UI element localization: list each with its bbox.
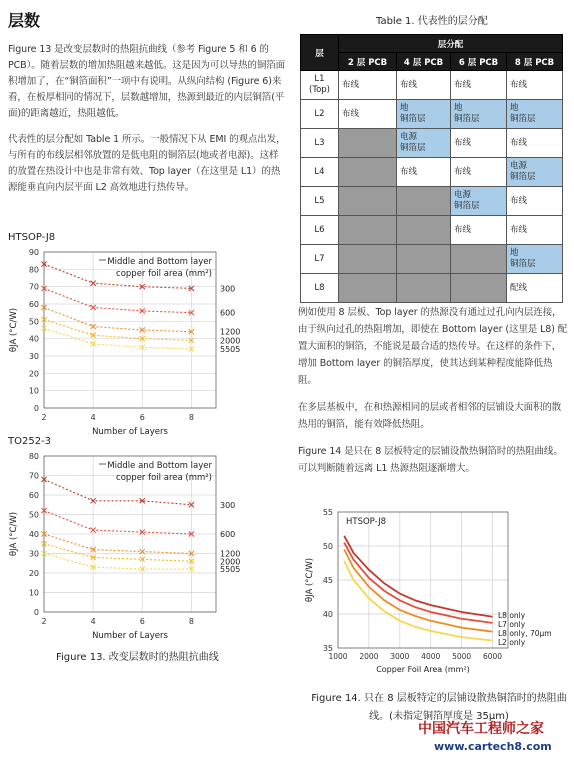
series-label-2000: 2000 xyxy=(220,557,241,567)
series-label-5505: 5505 xyxy=(220,345,241,355)
y-axis-label: θJA (°C/W) xyxy=(305,557,315,603)
x-tick-label: 2 xyxy=(41,413,47,422)
table-cell: 布线 xyxy=(507,187,563,216)
table-cell: 地 铜箔层 xyxy=(507,245,563,274)
y-tick-label: 40 xyxy=(28,334,39,344)
table-cell: 地 铜箔层 xyxy=(397,100,451,129)
series-line-5505 xyxy=(44,554,191,570)
table-col-header-1: 2 层 PCB xyxy=(339,53,397,71)
table-row xyxy=(301,216,563,245)
y-tick-label: 0 xyxy=(33,404,39,413)
table-cell xyxy=(451,274,507,303)
x-axis-label: Number of Layers xyxy=(92,631,168,640)
intro-paragraph-2: 代表性的层分配如 Table 1 所示。一般情况下从 EMI 的观点出发，与所有的布线层相邻放置的是低电阻的铜箔层(地或者电源)。这样的放置在热设计中也是非常有效、Top layer（在这里是 L1）的热源能垂直向内层平面 L2 高效地进行热传导。 xyxy=(8,134,286,193)
y-tick-label: 30 xyxy=(28,352,39,361)
layer-assignment-table xyxy=(300,34,563,303)
legend-title-line1: Middle and Bottom layer xyxy=(107,257,212,267)
table-layer-name: L1 (Top) xyxy=(301,71,339,100)
table-cell: 地 铜箔层 xyxy=(507,100,563,129)
series-label-1200: 1200 xyxy=(220,327,241,337)
x-tick-label: 1000 xyxy=(328,652,348,661)
y-axis-label: θJA (°C/W) xyxy=(9,511,19,557)
series-line-1200 xyxy=(44,307,191,331)
table-cell: 布线 xyxy=(397,71,451,100)
fig13-htsop-chart xyxy=(4,244,280,436)
table-cell: 布线 xyxy=(451,129,507,158)
table-layer-name: L3 xyxy=(301,129,339,158)
table-cell xyxy=(397,187,451,216)
y-tick-label: 35 xyxy=(322,644,333,653)
x-tick-label: 2000 xyxy=(359,652,379,661)
series-line-300 xyxy=(44,479,191,504)
table-header-layer: 层 xyxy=(301,35,339,71)
table-cell: 地 铜箔层 xyxy=(451,100,507,129)
x-tick-label: 6000 xyxy=(482,652,503,661)
series-label-3: L2 only xyxy=(498,638,526,647)
table-cell: 布线 xyxy=(507,71,563,100)
watermark-url: www.cartech8.com xyxy=(434,740,552,753)
table-cell: 布线 xyxy=(339,100,397,129)
x-tick-label: 2 xyxy=(41,617,47,626)
y-tick-label: 40 xyxy=(322,610,333,619)
series-line-600 xyxy=(44,288,191,312)
y-tick-label: 10 xyxy=(28,386,39,396)
y-tick-label: 70 xyxy=(28,471,39,481)
intro-paragraph-1: Figure 13 是改变层数时的热阻抗曲线（参考 Figure 5 和 6 的 PCB）。随着层数的增加热阻越来越低。这是因为可以导热的铜箔面积增加了，在“铜箔面积”一项中有说明。从纵向结构 (Figure 6)来看，在板厚相同的情况下，层数越增加，热源到最近的内层铜箔(平面)的距离越近，热阻越低。 xyxy=(8,44,286,119)
table-cell: 电源 铜箔层 xyxy=(451,187,507,216)
table-header-group: 层分配 xyxy=(339,35,563,53)
series-label-1200: 1200 xyxy=(220,549,241,559)
table-layer-name: L7 xyxy=(301,245,339,274)
x-tick-label: 3000 xyxy=(390,652,410,661)
table-cell xyxy=(451,245,507,274)
y-tick-label: 70 xyxy=(28,282,39,292)
table-row xyxy=(301,187,563,216)
y-tick-label: 20 xyxy=(28,569,39,578)
x-tick-label: 4000 xyxy=(421,652,441,661)
chart-title: HTSOP-J8 xyxy=(346,517,387,527)
y-tick-label: 50 xyxy=(28,510,39,520)
table-cell xyxy=(397,216,451,245)
table-row xyxy=(301,245,563,274)
right-paragraph-1: 例如使用 8 层板、Top layer 的热源没有通过过孔向内层连接，由于纵向过孔的热阻增加，即使在 Bottom layer (这里是 L8) 配置大面积的铜箔，不能说是最合适的热传导。在这样的条件下，增加 Bottom layer 的铜箔厚度，使其达到某种程度能降低热阻。 xyxy=(298,307,568,386)
series-label-0: L8 only xyxy=(498,611,526,620)
table-cell xyxy=(397,274,451,303)
series-label-600: 600 xyxy=(220,308,236,318)
y-tick-label: 55 xyxy=(322,508,333,517)
table-layer-name: L8 xyxy=(301,274,339,303)
x-axis-label: Copper Foil Area (mm²) xyxy=(376,665,470,674)
fig13-chart1-title: HTSOP-J8 xyxy=(8,232,56,243)
table-cell: 布线 xyxy=(451,216,507,245)
y-tick-label: 40 xyxy=(28,530,39,539)
x-tick-label: 8 xyxy=(188,413,194,422)
table-row xyxy=(301,274,563,303)
table-cell: 电源 铜箔层 xyxy=(397,129,451,158)
right-paragraph-2: 在多层基板中，在和热源相同的层或者相邻的层铺设大面积的散热用的铜箔，能有效降低热阻。 xyxy=(298,402,562,430)
y-axis-label: θJA (°C/W) xyxy=(9,307,19,353)
y-tick-label: 80 xyxy=(28,452,39,461)
fig13-caption: Figure 13. 改变层数时的热阻抗曲线 xyxy=(56,652,219,663)
right-paragraph-3: Figure 14 是只在 8 层板特定的层铺设散热铜箔时的热阻曲线。可以判断随着远离 L1 热源热阻逐渐增大。 xyxy=(298,446,563,474)
intro-text xyxy=(8,42,286,196)
series-label-2000: 2000 xyxy=(220,336,241,346)
table-cell xyxy=(339,158,397,187)
series-line-2000 xyxy=(44,320,191,341)
y-tick-label: 60 xyxy=(28,300,39,309)
table-layer-name: L5 xyxy=(301,187,339,216)
series-line-1200 xyxy=(44,534,191,554)
table-row xyxy=(301,100,563,129)
fig13-chart2-title: TO252-3 xyxy=(8,436,52,447)
table-cell: 电源 铜箔层 xyxy=(507,158,563,187)
section-heading: 层数 xyxy=(8,11,41,30)
table-cell xyxy=(397,245,451,274)
fig13-to252-chart xyxy=(4,448,280,640)
legend-title-line2: copper foil area (mm²) xyxy=(116,269,212,279)
series-label-300: 300 xyxy=(220,284,236,294)
y-tick-label: 20 xyxy=(28,369,39,379)
table-cell xyxy=(339,274,397,303)
table-cell xyxy=(339,129,397,158)
table-cell: 配线 xyxy=(507,274,563,303)
fig14-chart xyxy=(300,502,570,682)
table-cell: 布线 xyxy=(507,129,563,158)
series-label-600: 600 xyxy=(220,530,236,539)
layer-table-wrap xyxy=(300,34,563,303)
legend-title-line2: copper foil area (mm²) xyxy=(116,473,212,483)
legend-title-line1: Middle and Bottom layer xyxy=(107,461,212,471)
table-col-header-3: 6 层 PCB xyxy=(451,53,507,71)
table-cell: 布线 xyxy=(339,71,397,100)
x-tick-label: 6 xyxy=(139,617,145,626)
x-tick-label: 5000 xyxy=(452,652,472,661)
table-cell: 布线 xyxy=(397,158,451,187)
table-cell xyxy=(339,216,397,245)
series-label-2: L8 only, 70μm xyxy=(498,629,552,638)
y-tick-label: 10 xyxy=(28,588,39,598)
table-layer-name: L2 xyxy=(301,100,339,129)
y-tick-label: 90 xyxy=(28,248,39,257)
series-label-5505: 5505 xyxy=(220,565,241,575)
x-tick-label: 8 xyxy=(188,617,194,626)
table-cell: 布线 xyxy=(507,216,563,245)
table-cell xyxy=(339,187,397,216)
table-row xyxy=(301,129,563,158)
x-tick-label: 6 xyxy=(139,413,145,422)
table-cell xyxy=(339,245,397,274)
y-tick-label: 45 xyxy=(322,576,333,585)
series-label-300: 300 xyxy=(220,500,236,510)
series-line-2000 xyxy=(44,544,191,562)
x-axis-label: Number of Layers xyxy=(92,427,168,436)
table-layer-name: L6 xyxy=(301,216,339,245)
table-row xyxy=(301,158,563,187)
fig14-caption-line2: 线。(未指定铜箔厚度是 35μm) xyxy=(369,711,509,722)
y-tick-label: 30 xyxy=(28,549,39,559)
y-tick-label: 80 xyxy=(28,265,39,275)
table-cell: 布线 xyxy=(451,71,507,100)
right-text xyxy=(298,304,568,477)
y-tick-label: 60 xyxy=(28,491,39,500)
y-tick-label: 50 xyxy=(322,542,333,551)
y-tick-label: 0 xyxy=(33,608,39,617)
watermark-text: 中国汽车工程师之家 xyxy=(418,721,544,737)
table-col-header-2: 4 层 PCB xyxy=(397,53,451,71)
x-tick-label: 4 xyxy=(90,413,96,422)
table-row xyxy=(301,71,563,100)
table-col-header-4: 8 层 PCB xyxy=(507,53,563,71)
table-layer-name: L4 xyxy=(301,158,339,187)
y-tick-label: 50 xyxy=(28,317,39,327)
table-caption: Table 1. 代表性的层分配 xyxy=(376,16,488,27)
x-tick-label: 4 xyxy=(90,617,96,626)
table-cell: 布线 xyxy=(451,158,507,187)
fig14-caption-line1: Figure 14. 只在 8 层板特定的层铺设散热铜箔时的热阻曲 xyxy=(311,693,567,704)
series-line-600 xyxy=(44,511,191,534)
series-label-1: L7 only xyxy=(498,620,526,629)
